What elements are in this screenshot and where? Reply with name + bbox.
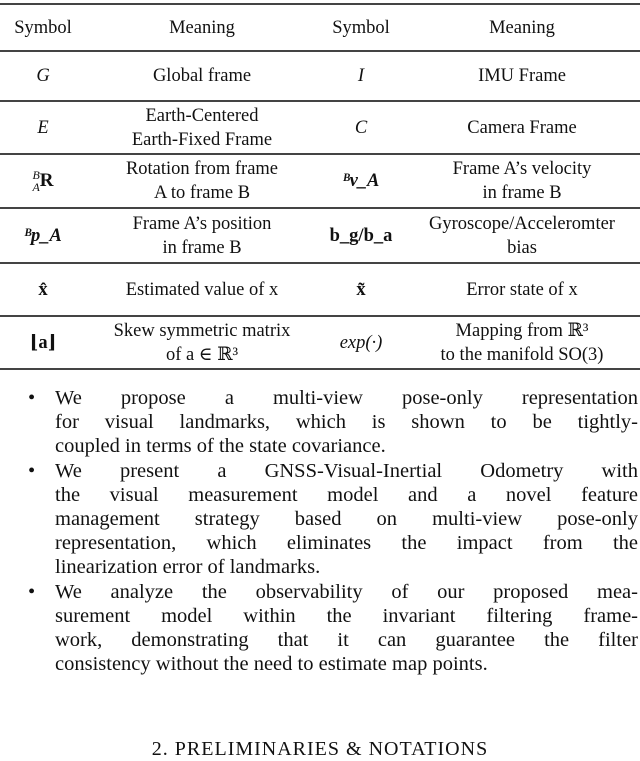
meaning-line: Frame A’s position xyxy=(132,213,272,234)
meaning-cell: Camera Frame xyxy=(404,101,640,154)
meaning-cell xyxy=(86,154,318,208)
meaning-cell: Estimated value of x xyxy=(86,263,318,316)
symbol-cell: B AR xyxy=(0,154,86,208)
meaning-cell: IMU Frame xyxy=(404,51,640,101)
header-meaning: Meaning xyxy=(86,4,318,51)
meaning-cell xyxy=(404,316,640,369)
meaning-line: Mapping from ℝ³ xyxy=(455,320,589,341)
text-line: for visual landmarks, which is shown to be tightly- xyxy=(55,411,638,434)
bullet-icon: • xyxy=(28,387,36,409)
meaning-cell: Error state of x xyxy=(404,263,640,316)
header-symbol: Symbol xyxy=(0,4,86,51)
meaning-line: Frame A’s velocity xyxy=(452,159,592,179)
header-meaning-2: Meaning xyxy=(404,4,640,51)
list-item xyxy=(0,386,640,459)
symbol-cell: b_g/b_a xyxy=(318,208,404,263)
text-line: We present a GNSS-Visual-Inertial Odometry with xyxy=(55,459,638,482)
header-symbol-2: Symbol xyxy=(318,4,404,51)
list-item xyxy=(0,459,640,580)
bullet-icon: • xyxy=(28,580,36,603)
meaning-line: in frame B xyxy=(482,183,562,203)
meaning-line: Earth-Centered xyxy=(145,105,259,126)
symbol-cell: ᴮp_A xyxy=(0,208,86,263)
meaning-cell xyxy=(86,316,318,369)
table-row xyxy=(0,51,640,101)
text-line: We propose a multi-view pose-only representation xyxy=(55,387,638,409)
text-line: surement model within the invariant filtering frame- xyxy=(55,604,638,627)
symbol-cell: exp(·) xyxy=(318,316,404,369)
table-row xyxy=(0,208,640,263)
list-item xyxy=(0,580,640,677)
table-row xyxy=(0,316,640,369)
meaning-line: bias xyxy=(507,237,537,258)
meaning-line: Earth-Fixed Frame xyxy=(131,129,273,150)
table-row xyxy=(0,154,640,208)
meaning-cell xyxy=(404,154,640,208)
contribution-list xyxy=(0,386,640,676)
meaning-cell xyxy=(86,101,318,154)
text-line: the visual measurement model and a novel feature xyxy=(55,483,638,506)
symbol-cell: x̃ xyxy=(318,263,404,316)
meaning-line: of a ∈ ℝ³ xyxy=(165,344,239,365)
bullet-icon: • xyxy=(28,459,36,482)
text-line: We analyze the observability of our proposed mea- xyxy=(55,580,638,603)
meaning-cell xyxy=(404,208,640,263)
table-row xyxy=(0,263,640,316)
section-heading: 2. PRELIMINARIES & NOTATIONS xyxy=(151,738,489,760)
meaning-line: to the manifold SO(3) xyxy=(440,344,604,365)
symbol-cell: C xyxy=(318,101,404,154)
meaning-line: A to frame B xyxy=(153,183,251,203)
meaning-cell xyxy=(86,208,318,263)
symbol-cell: I xyxy=(318,51,404,101)
text-line: work, demonstrating that it can guarantee the filter xyxy=(55,629,638,652)
meaning-line: Rotation from frame xyxy=(125,159,279,179)
meaning-line: Skew symmetric matrix xyxy=(113,320,291,341)
text-line: linearization error of landmarks. xyxy=(55,556,321,579)
text-line: consistency without the need to estimate map points. xyxy=(55,653,488,676)
symbol-cell: ᴮv_A xyxy=(318,154,404,208)
symbol-cell: ⌊a⌋ xyxy=(0,316,86,369)
text-line: management strategy based on multi-view pose-only xyxy=(55,508,638,531)
symbol-cell: E xyxy=(0,101,86,154)
meaning-line: Gyroscope/Acceleromter xyxy=(429,213,615,234)
symbol-cell: x̂ xyxy=(0,263,86,316)
notation-table xyxy=(0,3,640,370)
meaning-line: in frame B xyxy=(162,237,242,258)
text-line: representation, which eliminates the impact from the xyxy=(55,532,638,555)
symbol-cell: G xyxy=(0,51,86,101)
meaning-cell: Global frame xyxy=(86,51,318,101)
table-row xyxy=(0,101,640,154)
text-line: coupled in terms of the state covariance. xyxy=(55,435,386,458)
